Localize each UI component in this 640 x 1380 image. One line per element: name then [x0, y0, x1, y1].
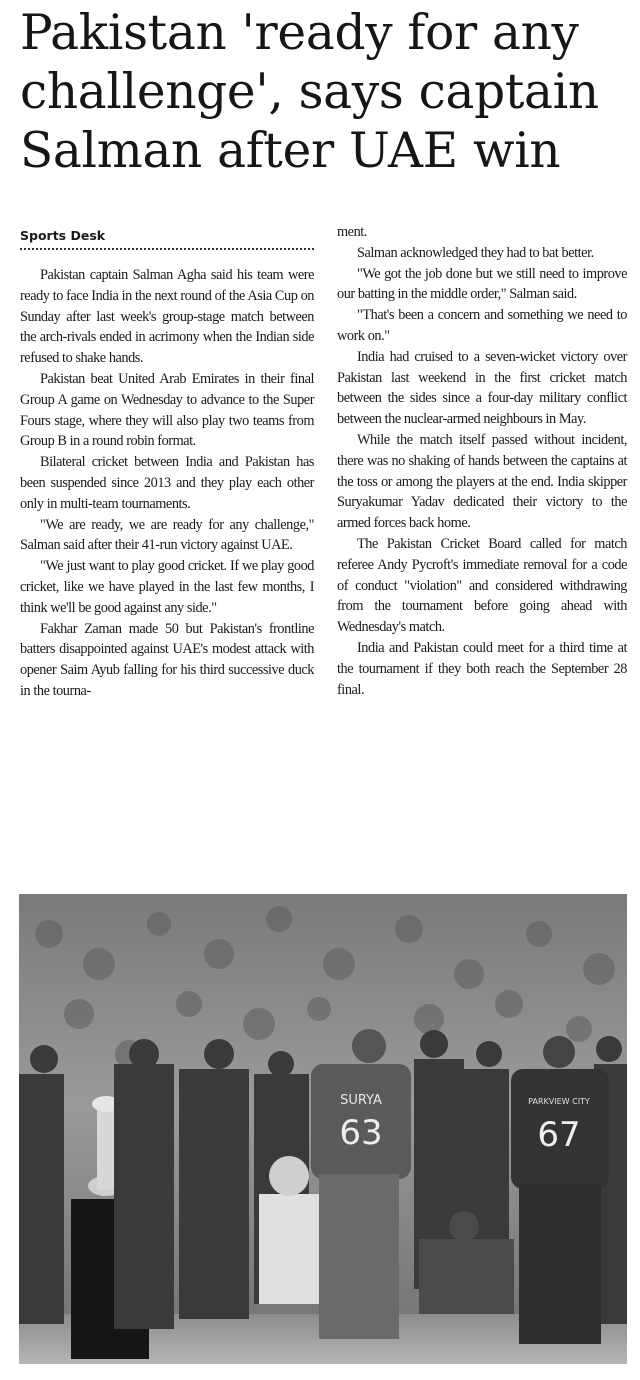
article-headline: Pakistan 'ready for any challenge', says captain Salman after UAE win [20, 5, 599, 179]
byline-dotted-divider [20, 248, 314, 250]
body-paragraph: India had cruised to a seven-wicket victory over Pakistan last weekend in the first cricket match between the sides since a four-day military conflict between the nuclear-armed neighbours in May. [337, 348, 627, 428]
body-paragraph: "We are ready, we are ready for any challenge," Salman said after their 41-run victory against UAE. [20, 516, 314, 554]
body-paragraph: Fakhar Zaman made 50 but Pakistan's frontline batters disappointed against UAE's modest attack with opener Saim Ayub falling for his third successive duck in the tourna- [20, 620, 314, 699]
body-paragraph: Salman acknowledged they had to bat better. [357, 244, 594, 261]
body-paragraph: While the match itself passed without incident, there was no shaking of hands between the captains at the toss or among the players at the end. India skipper Suryakumar Yadav dedicated their victory to the armed forces back home. [337, 431, 627, 532]
jersey-name: SURYA [340, 1093, 382, 1108]
player-surya [311, 1029, 411, 1339]
article-column-left [20, 224, 314, 702]
body-paragraph: "We got the job done but we still need to improve our batting in the middle order," Salman said. [337, 265, 627, 303]
jersey-sponsor: PARKVIEW CITY [528, 1097, 590, 1106]
continued-text: ment. [337, 224, 367, 240]
article-photo [19, 894, 627, 1364]
body-paragraph: Pakistan captain Salman Agha said his team were ready to face India in the next round of the Asia Cup on Sunday after last week's group-stage match between the arch-rivals ended in acrimony when the Indian side refused to shake hands. [20, 267, 314, 367]
article-column-right [337, 222, 627, 700]
jersey-number: 63 [339, 1113, 383, 1153]
body-paragraph: Bilateral cricket between India and Pakistan has been suspended since 2013 and they play each other only in multi-team tournaments. [20, 454, 314, 512]
body-paragraph: India and Pakistan could meet for a third time at the tournament if they both reach the September 28 final. [337, 639, 627, 698]
jersey-number: 67 [537, 1115, 581, 1155]
article-byline: Sports Desk [20, 228, 106, 243]
body-paragraph: Pakistan beat United Arab Emirates in their final Group A game on Wednesday to advance to the Super Fours stage, where they will also play two teams from Group B in a round robin format. [20, 370, 314, 450]
body-paragraph: The Pakistan Cricket Board called for match referee Andy Pycroft's immediate removal for a code of conduct "violation" and considered withdrawing from the tournament before going ahead with Wednesday's match. [337, 535, 627, 636]
body-paragraph: "We just want to play good cricket. If we play good cricket, like we have played in the last few months, I think we'll be good against any side." [20, 558, 314, 616]
body-paragraph: "That's been a concern and something we need to work on." [337, 307, 627, 344]
player-67 [511, 1036, 609, 1344]
